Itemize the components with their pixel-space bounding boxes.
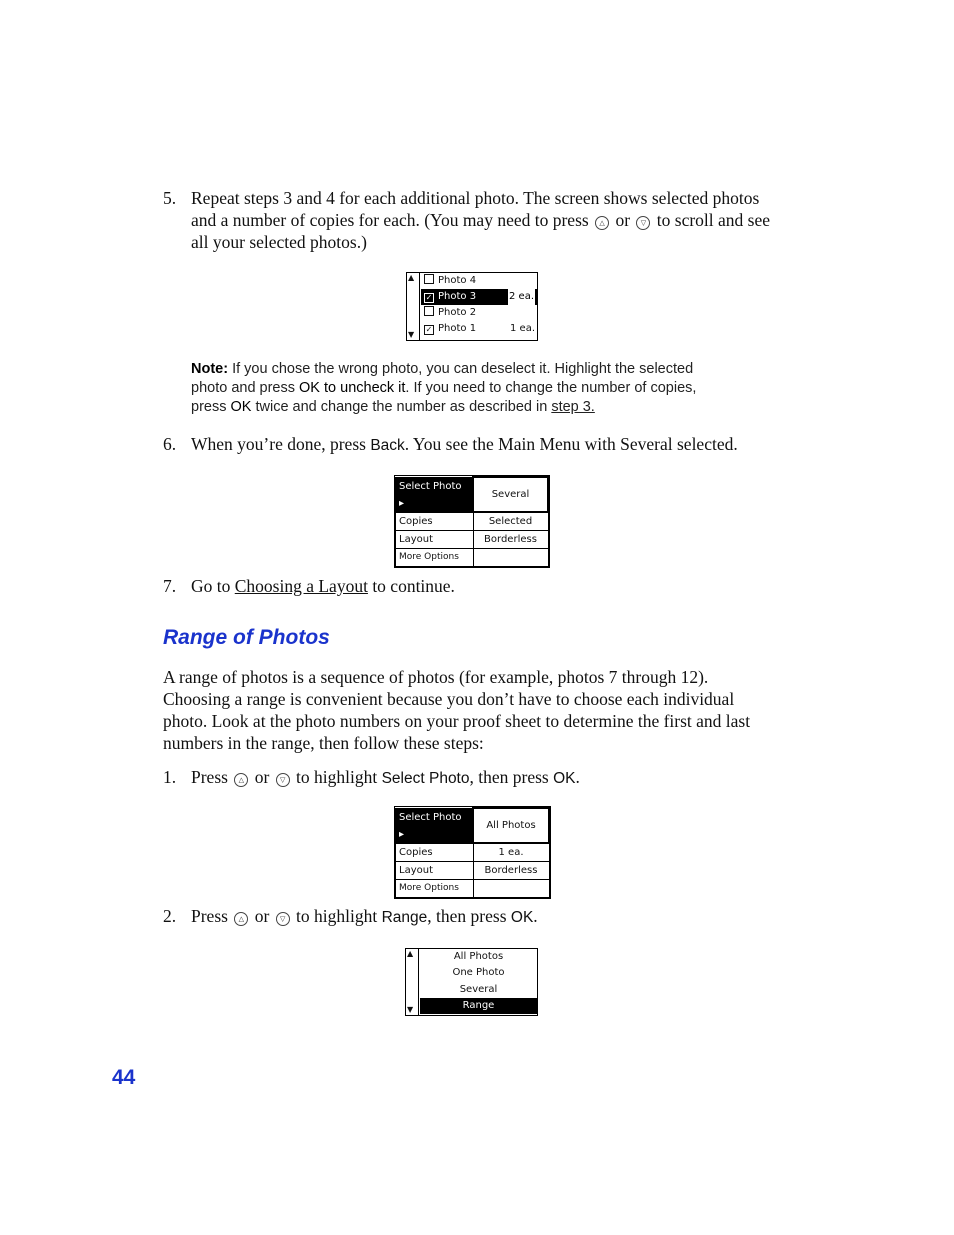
scroll-up-icon: ▲ — [407, 949, 414, 958]
list-item: One Photo — [452, 967, 505, 978]
step5-line1: Repeat steps 3 and 4 for each additional photo. The screen shows selected photos — [191, 188, 760, 208]
checkbox-icon — [424, 306, 434, 316]
menu-key: Copies — [396, 512, 474, 531]
step-number: 2. — [163, 906, 177, 926]
lcd-main-menu — [394, 806, 551, 899]
step5-line2: and a number of copies for each. (You may need to press △ or ▽ to scroll and see — [191, 210, 771, 230]
menu-value: Selected — [473, 512, 548, 531]
step5-text — [191, 187, 791, 253]
section-heading: Range of Photos — [163, 626, 330, 649]
range-step1-text: Press △ or ▽ to highlight Select Photo, then press OK. — [191, 767, 580, 787]
step5-line3: all your selected photos.) — [191, 232, 367, 252]
choosing-layout-link[interactable]: Choosing a Layout — [234, 576, 368, 596]
intro-paragraph: A range of photos is a sequence of photos (for example, photos 7 through 12). Choosing a range is convenient because you don’t have to choose each individual photo. Look at the photo numbers on your proof sheet to determine the first and last numbers in the range, then follow these steps: — [163, 667, 751, 753]
step7-text: Go to Choosing a Layout to continue. — [191, 576, 455, 596]
back-button-label: Back — [370, 437, 405, 454]
menu-value: 1 ea. — [473, 843, 549, 862]
menu-value — [473, 880, 549, 898]
step-number: 5. — [163, 188, 177, 208]
scroll-down-icon: ▼ — [407, 1005, 414, 1014]
list-item: All Photos — [453, 951, 504, 962]
page-number: 44 — [112, 1066, 136, 1089]
scrollbar — [407, 273, 420, 340]
lcd-photo-list — [406, 272, 538, 341]
down-button-icon: ▽ — [276, 773, 290, 787]
up-button-icon: △ — [234, 912, 248, 926]
menu-key: More Options — [396, 549, 474, 567]
scroll-up-icon: ▲ — [408, 273, 415, 282]
list-item: Photo 4 — [421, 273, 537, 289]
step3-link[interactable]: step 3. — [551, 399, 595, 415]
step-number: 6. — [163, 434, 177, 454]
menu-value: All Photos — [473, 808, 549, 843]
note-block: Note: If you chose the wrong photo, you can deselect it. Highlight the selected photo and press OK to uncheck it. If you need to change the number of copies, press OK twice and change the number as described in step 3. — [191, 361, 697, 415]
up-button-icon: △ — [234, 773, 248, 787]
list-item-selected: Range — [420, 998, 537, 1014]
lcd-select-photo-list — [405, 948, 538, 1016]
menu-value: Borderless — [473, 531, 548, 549]
scrollbar — [406, 949, 419, 1015]
down-button-icon: ▽ — [636, 216, 650, 230]
checked-checkbox-icon: ✓ — [425, 325, 433, 334]
menu-value: Several — [473, 477, 548, 512]
menu-key: Layout — [396, 531, 474, 549]
step-number: 1. — [163, 767, 177, 787]
scroll-down-icon: ▼ — [408, 330, 415, 339]
step-number: 7. — [163, 576, 177, 596]
checked-checkbox-icon: ✓ — [425, 293, 433, 302]
menu-key: Layout — [396, 862, 474, 880]
list-item: ✓ Photo 1 1 ea. — [425, 323, 535, 334]
down-button-icon: ▽ — [276, 912, 290, 926]
checkbox-icon — [424, 274, 434, 284]
menu-value — [473, 549, 548, 567]
step6-text: When you’re done, press Back. You see the Main Menu with Several selected. — [191, 434, 738, 454]
list-item: Several — [459, 984, 498, 995]
range-step2-text: Press △ or ▽ to highlight Range, then press OK. — [191, 906, 538, 926]
list-item-selected: ✓ Photo 3 2 ea. — [421, 289, 537, 305]
note-label: Note: — [191, 361, 229, 377]
menu-key: Select Photo ▸ — [396, 808, 474, 843]
lcd-main-menu — [394, 475, 550, 568]
menu-key: More Options — [396, 880, 474, 898]
menu-value: Borderless — [473, 862, 549, 880]
menu-key: Select Photo ▸ — [396, 477, 474, 512]
menu-key: Copies — [396, 843, 474, 862]
list-item: Photo 2 — [421, 305, 537, 321]
up-button-icon: △ — [595, 216, 609, 230]
